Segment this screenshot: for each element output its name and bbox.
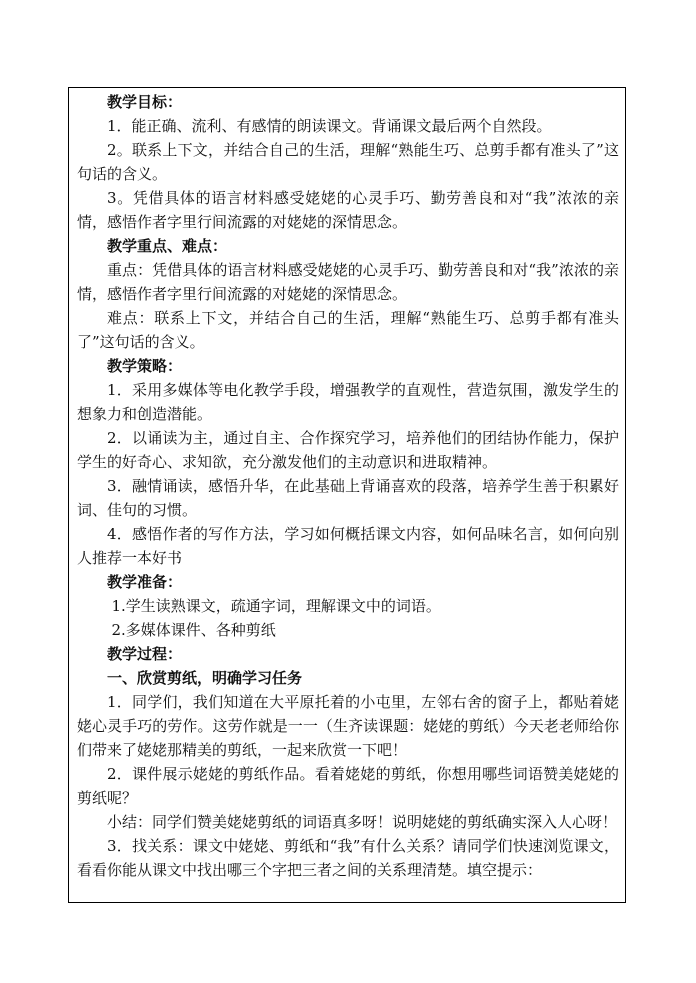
summary: 小结：同学们赞美姥姥剪纸的词语真多呀！说明姥姥的剪纸确实深入人心呀！: [107, 813, 618, 831]
step-1: 1．同学们，我们知道在大平原托着的小屯里，左邻右舍的窗子上，都贴着姥姥心灵手巧的劳作。这劳作就是一一（生齐读课题：姥姥的剪纸）今天老老师给你们带来了姥姥那精美的剪纸，一起来欣赏一下吧！: [77, 693, 619, 759]
prep-1: 1.学生读熟课文，疏通字词，理解课文中的词语。: [111, 597, 441, 615]
lesson-plan-table: [68, 87, 626, 903]
key-point: 重点：凭借具体的语言材料感受姥姥的心灵手巧、勤劳善良和对“我”浓浓的亲情，感悟作者字里行间流露的对姥姥的深情思念。: [77, 261, 619, 303]
process-heading: 教学过程：: [107, 645, 183, 663]
step-2: 2．课件展示姥姥的剪纸作品。看着姥姥的剪纸，你想用哪些词语赞美姥姥的剪纸呢？: [77, 765, 619, 807]
lesson-plan-content: [77, 90, 619, 882]
strategy-2: 2．以诵读为主，通过自主、合作探究学习，培养他们的团结协作能力，保护学生的好奇心、求知欲，充分激发他们的主动意识和进取精神。: [77, 429, 619, 471]
part1-heading: 一、欣赏剪纸，明确学习任务: [107, 669, 303, 687]
goals-heading: 教学目标：: [107, 93, 183, 111]
step-3: 3．找关系：课文中姥姥、剪纸和“我”有什么关系？请同学们快速浏览课文，看看你能从课文中找出哪三个字把三者之间的关系理清楚。填空提示：: [77, 837, 619, 879]
prep-2: 2.多媒体课件、各种剪纸: [111, 621, 276, 639]
keypoints-heading: 教学重点、难点：: [107, 237, 228, 255]
prep-heading: 教学准备：: [107, 573, 183, 591]
goal-1: 1．能正确、流利、有感情的朗读课文。背诵课文最后两个自然段。: [107, 117, 552, 135]
strategy-heading: 教学策略：: [107, 357, 183, 375]
difficult-point: 难点：联系上下文，并结合自己的生活，理解“熟能生巧、总剪手都有准头了”这句话的含义。: [77, 309, 619, 351]
goal-2: 2。联系上下文，并结合自己的生活，理解“熟能生巧、总剪手都有准头了”这句话的含义。: [77, 141, 619, 183]
strategy-1: 1．采用多媒体等电化教学手段，增强教学的直观性，营造氛围，激发学生的想象力和创造潜能。: [77, 381, 619, 423]
strategy-4: 4．感悟作者的写作方法，学习如何概括课文内容，如何品味名言，如何向别人推荐一本好书: [77, 525, 619, 567]
goal-3: 3。凭借具体的语言材料感受姥姥的心灵手巧、勤劳善良和对“我”浓浓的亲情，感悟作者字里行间流露的对姥姥的深情思念。: [77, 189, 619, 231]
strategy-3: 3．融情诵读，感悟升华，在此基础上背诵喜欢的段落，培养学生善于积累好词、佳句的习惯。: [77, 477, 619, 519]
